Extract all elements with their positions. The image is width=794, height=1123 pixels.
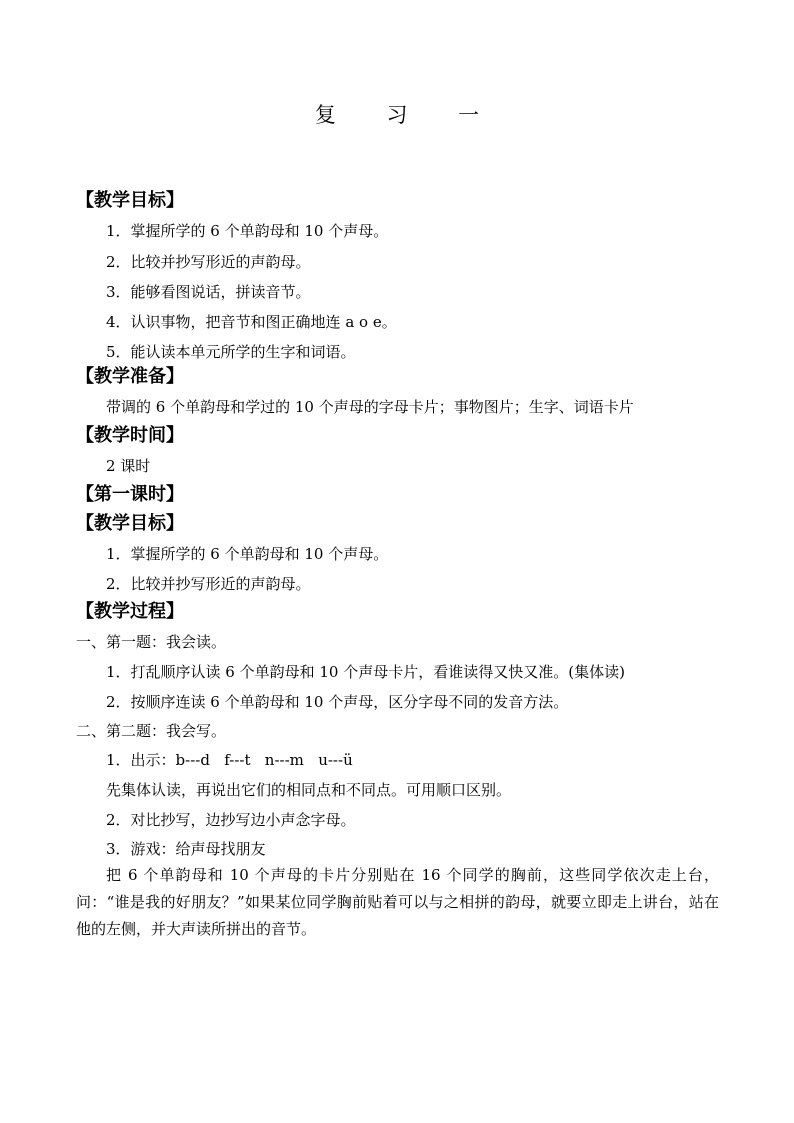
preparation-text: 带调的 6 个单韵母和学过的 10 个声母的字母卡片；事物图片；生字、词语卡片 [106, 398, 634, 416]
page-title: 复 习 一 [314, 103, 502, 127]
process-section-title: 一、第一题：我会读。 [76, 633, 227, 651]
goal-item: 2．比较并抄写形近的声韵母。 [106, 575, 311, 593]
goal-item: 1．掌握所学的 6 个单韵母和 10 个声母。 [106, 222, 389, 240]
time-text: 2 课时 [106, 457, 151, 475]
section-heading-teaching-goals: 【教学目标】 [76, 190, 184, 211]
process-item-letter-pairs: 1．出示：b---d f---t n---m u---ü [106, 751, 353, 769]
section-heading-preparation: 【教学准备】 [76, 366, 184, 387]
goal-item: 5．能认读本单元所学的生字和词语。 [106, 343, 356, 361]
process-item: 1．打乱顺序认读 6 个单韵母和 10 个声母卡片，看谁读得又快又准。(集体读) [106, 663, 625, 681]
process-item: 2．对比抄写，边抄写边小声念字母。 [106, 811, 356, 829]
process-section-title: 二、第二题：我会写。 [76, 722, 227, 740]
goal-item: 2．比较并抄写形近的声韵母。 [106, 253, 311, 271]
section-heading-process: 【教学过程】 [76, 601, 184, 622]
section-heading-time: 【教学时间】 [76, 425, 184, 446]
goal-item: 3．能够看图说话，拼读音节。 [106, 283, 311, 301]
section-heading-teaching-goals-2: 【教学目标】 [76, 513, 184, 534]
process-item-note: 先集体认读，再说出它们的相同点和不同点。可用顺口区别。 [106, 781, 512, 799]
section-heading-first-lesson: 【第一课时】 [76, 484, 184, 505]
process-item: 3．游戏：给声母找朋友 [106, 840, 266, 858]
game-description-paragraph: 把 6 个单韵母和 10 个声母的卡片分别贴在 16 个同学的胸前，这些同学依次走上台，问：“谁是我的好朋友？”如果某位同学胸前贴着可以与之相拼的韵母，就要立即走上讲台，站在他的左侧，并大声读所拼出的音节。 [76, 866, 719, 938]
goal-item: 1．掌握所学的 6 个单韵母和 10 个声母。 [106, 545, 389, 563]
process-item: 2．按顺序连读 6 个单韵母和 10 个声母，区分字母不同的发音方法。 [106, 693, 569, 711]
goal-item: 4．认识事物，把音节和图正确地连 a o e。 [106, 313, 397, 331]
